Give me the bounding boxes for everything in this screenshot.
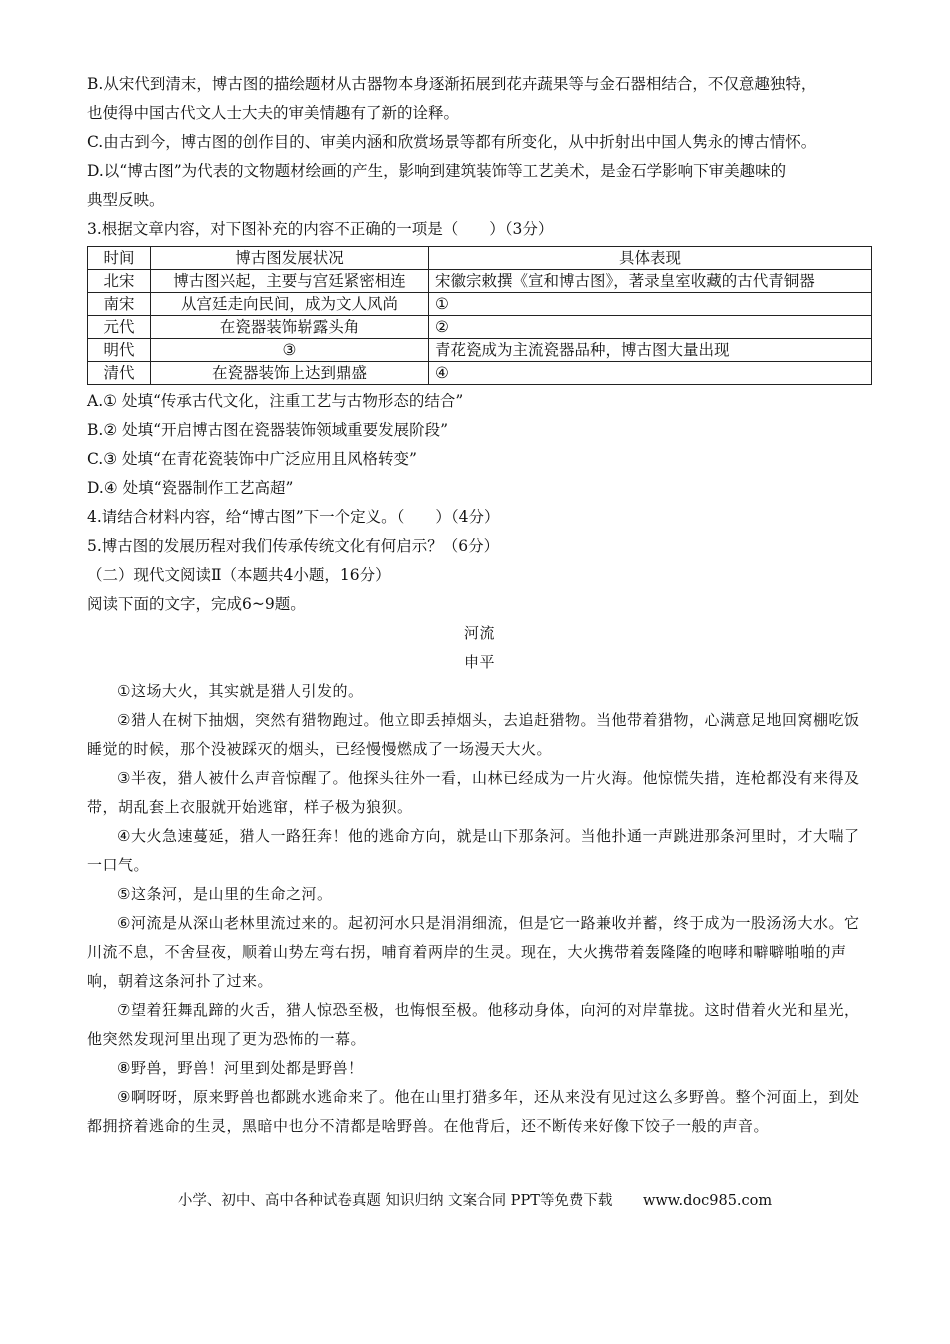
header-time: 时间 xyxy=(88,247,151,270)
story-paragraph: ③半夜，猎人被什么声音惊醒了。他探头往外一看，山林已经成为一片火海。他惊慌失措，连枪都没有来得及带，胡乱套上衣服就开始逃窜，样子极为狼狈。 xyxy=(87,769,860,816)
previous-options xyxy=(87,70,872,215)
table-cell: 元代 xyxy=(88,316,151,339)
table-cell: 在瓷器装饰崭露头角 xyxy=(151,316,429,339)
q3-option-b: B.② 处填“开启博古图在瓷器装饰领域重要发展阶段” xyxy=(87,421,448,439)
story-title: 河流 xyxy=(463,624,495,642)
table-cell: 南宋 xyxy=(88,293,151,316)
story-paragraph: ②猎人在树下抽烟，突然有猎物跑过。他立即丢掉烟头，去追赶猎物。当他带着猎物，心满意足地回窝棚吃饭睡觉的时候，那个没被踩灭的烟头，已经慢慢燃成了一场漫天大火。 xyxy=(87,711,860,758)
question-4: 4.请结合材料内容，给“博古图”下一个定义。（ ）（4分） xyxy=(87,508,500,526)
story-paragraph: ①这场大火，其实就是猎人引发的。 xyxy=(117,682,364,700)
table-cell: ① xyxy=(429,293,872,316)
section-instruction: 阅读下面的文字，完成6~9题。 xyxy=(87,595,306,613)
table-cell: 从宫廷走向民间，成为文人风尚 xyxy=(151,293,429,316)
table-cell: 在瓷器装饰上达到鼎盛 xyxy=(151,362,429,385)
document-page xyxy=(87,70,872,1141)
story-paragraph: ⑨啊呀呀，原来野兽也都跳水逃命来了。他在山里打猎多年，还从来没有见过这么多野兽。整个河面上，到处都拥挤着逃命的生灵，黑暗中也分不清都是啥野兽。在他背后，还不断传来好像下饺子一般的声音。 xyxy=(87,1088,860,1135)
option-d-line2: 典型反映。 xyxy=(87,191,165,209)
story-paragraph: ⑦望着狂舞乱蹄的火舌，猎人惊恐至极，也悔恨至极。他移动身体，向河的对岸靠拢。这时借着火光和星光，他突然发现河里出现了更为恐怖的一幕。 xyxy=(87,1001,860,1048)
table-row xyxy=(88,339,872,362)
q3-option-d: D.④ 处填“瓷器制作工艺高超” xyxy=(87,479,294,497)
story-paragraph: ⑧野兽，野兽！河里到处都是野兽！ xyxy=(117,1059,364,1077)
table-cell: 北宋 xyxy=(88,270,151,293)
table-cell: ③ xyxy=(151,339,429,362)
story xyxy=(87,619,872,1141)
table-row xyxy=(88,293,872,316)
header-status: 博古图发展状况 xyxy=(151,247,429,270)
table-cell: 博古图兴起，主要与宫廷紧密相连 xyxy=(151,270,429,293)
story-paragraph: ④大火急速蔓延，猎人一路狂奔！他的逃命方向，就是山下那条河。当他扑通一声跳进那条河里时，才大喘了一口气。 xyxy=(87,827,860,874)
footer-url[interactable]: www.doc985.com xyxy=(642,1193,773,1209)
table-row xyxy=(88,316,872,339)
question-3-prompt: 3.根据文章内容，对下图补充的内容不正确的一项是（ ）（3分） xyxy=(87,220,554,238)
story-author: 申平 xyxy=(463,653,495,671)
option-d-line1: D.以“博古图”为代表的文物题材绘画的产生，影响到建筑装饰等工艺美术，是金石学影响下审美趣味的 xyxy=(87,162,787,180)
option-b-line1: B.从宋代到清末，博古图的描绘题材从古器物本身逐渐拓展到花卉蔬果等与金石器相结合，不仅意趣独特， xyxy=(87,75,817,93)
story-paragraph: ⑤这条河，是山里的生命之河。 xyxy=(117,885,333,903)
table-cell: 宋徽宗敕撰《宣和博古图》，著录皇室收藏的古代青铜器 xyxy=(429,270,872,293)
table-cell: 明代 xyxy=(88,339,151,362)
header-detail: 具体表现 xyxy=(429,247,872,270)
table-cell: ④ xyxy=(429,362,872,385)
table-cell: 青花瓷成为主流瓷器品种，博古图大量出现 xyxy=(429,339,872,362)
story-paragraph: ⑥河流是从深山老林里流过来的。起初河水只是涓涓细流，但是它一路兼收并蓄，终于成为一股汤汤大水。它川流不息，不舍昼夜，顺着山势左弯右拐，哺育着两岸的生灵。现在，大火携带着轰隆隆的咆哮和噼噼啪啪的声响，朝着这条河扑了过来。 xyxy=(87,914,860,990)
table-cell: 清代 xyxy=(88,362,151,385)
question-3-options xyxy=(87,387,872,503)
footer-text: 小学、初中、高中各种试卷真题 知识归纳 文案合同 PPT等免费下载 xyxy=(177,1193,613,1209)
option-b-line2: 也使得中国古代文人士大夫的审美情趣有了新的诠释。 xyxy=(87,104,460,122)
table-row xyxy=(88,270,872,293)
q3-option-c: C.③ 处填“在青花瓷装饰中广泛应用且风格转变” xyxy=(87,450,417,468)
page-footer xyxy=(0,1189,950,1210)
table-row xyxy=(88,362,872,385)
question-5: 5.博古图的发展历程对我们传承传统文化有何启示？（6分） xyxy=(87,537,500,555)
table-header-row xyxy=(88,247,872,270)
development-table xyxy=(87,246,872,385)
section-heading: （二）现代文阅读Ⅱ（本题共4小题，16分） xyxy=(87,566,391,584)
table-cell: ② xyxy=(429,316,872,339)
option-c: C.由古到今，博古图的创作目的、审美内涵和欣赏场景等都有所变化，从中折射出中国人隽永的博古情怀。 xyxy=(87,133,817,151)
q3-option-a: A.① 处填“传承古代文化，注重工艺与古物形态的结合” xyxy=(87,392,464,410)
